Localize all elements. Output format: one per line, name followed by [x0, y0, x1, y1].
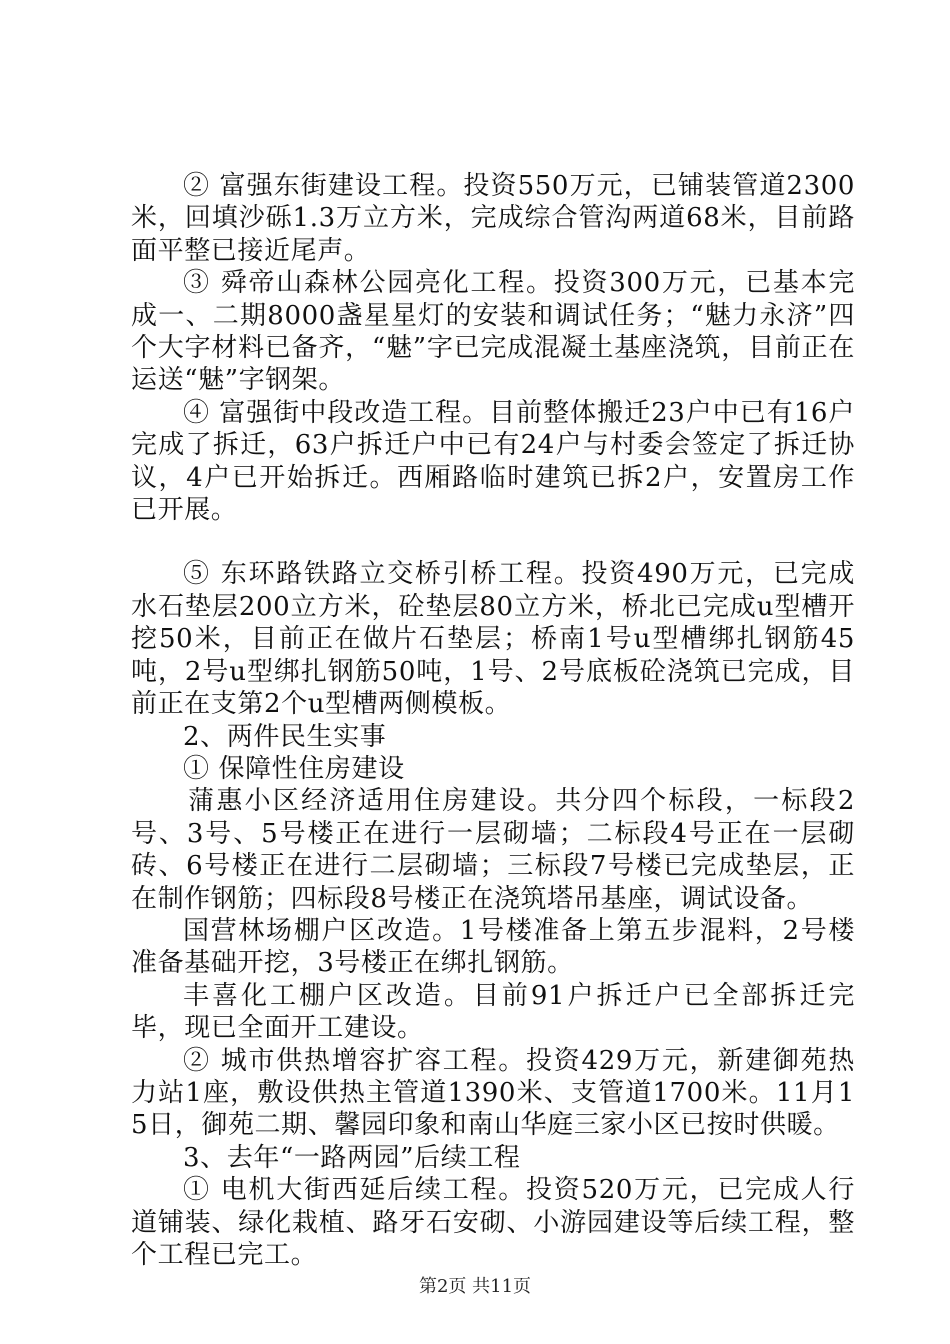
document-body [131, 170, 855, 1271]
paragraph-project-4: ④ 富强街中段改造工程。目前整体搬迁23户中已有16户完成了拆迁，63户拆迁户中已有24户与村委会签定了拆迁协议，4户已开始拆迁。西厢路临时建筑已拆2户，安置房工作已开展。 [131, 397, 855, 526]
subheading-housing: ① 保障性住房建设 [183, 753, 405, 784]
paragraph-fengxi: 丰喜化工棚户区改造。目前91户拆迁户已全部拆迁完毕，现已全面开工建设。 [131, 980, 855, 1044]
section-heading-livelihood: 2、两件民生实事 [183, 721, 387, 752]
page-footer: 第2页 共11页 [418, 1276, 532, 1297]
paragraph-project-2: ② 富强东街建设工程。投资550万元，已铺装管道2300米，回填沙砾1.3万立方米，完成综合管沟两道68米，目前路面平整已接近尾声。 [131, 171, 855, 266]
paragraph-project-3: ③ 舜帝山森林公园亮化工程。投资300万元，已基本完成一、二期8000盏星星灯的安装和调试任务；“魅力永济”四个大字材料已备齐，“魅”字已完成混凝土基座浇筑，目前正在运送“魅”字钢架。 [131, 268, 855, 396]
paragraph-puhui: 蒲惠小区经济适用住房建设。共分四个标段，一标段2号、3号、5号楼正在进行一层砌墙；二标段4号正在一层砌砖、6号楼正在进行二层砌墙；三标段7号楼已完成垫层，正在制作钢筋；四标段8号楼正在浇筑塔吊基座，调试设备。 [131, 786, 855, 914]
paragraph-heating: ② 城市供热增容扩容工程。投资429万元，新建御苑热力站1座，敷设供热主管道1390米、支管道1700米。11月15日，御苑二期、馨园印象和南山华庭三家小区已按时供暖。 [131, 1045, 855, 1141]
section-heading-followup: 3、去年“一路两园”后续工程 [183, 1142, 521, 1173]
paragraph-forest-farm: 国营林场棚户区改造。1号楼准备上第五步混料，2号楼准备基础开挖，3号楼正在绑扎钢筋。 [131, 915, 855, 979]
paragraph-project-5: ⑤ 东环路铁路立交桥引桥工程。投资490万元，已完成水石垫层200立方米，砼垫层80立方米，桥北已完成u型槽开挖50米，目前正在做片石垫层；桥南1号u型槽绑扎钢筋45吨，2号u型绑扎钢筋50吨，1号、2号底板砼浇筑已完成，目前正在支第2个u型槽两侧模板。 [131, 559, 855, 720]
paragraph-dianji-street: ① 电机大街西延后续工程。投资520万元，已完成人行道铺装、绿化栽植、路牙石安砌、小游园建设等后续工程，整个工程已完工。 [131, 1175, 855, 1270]
